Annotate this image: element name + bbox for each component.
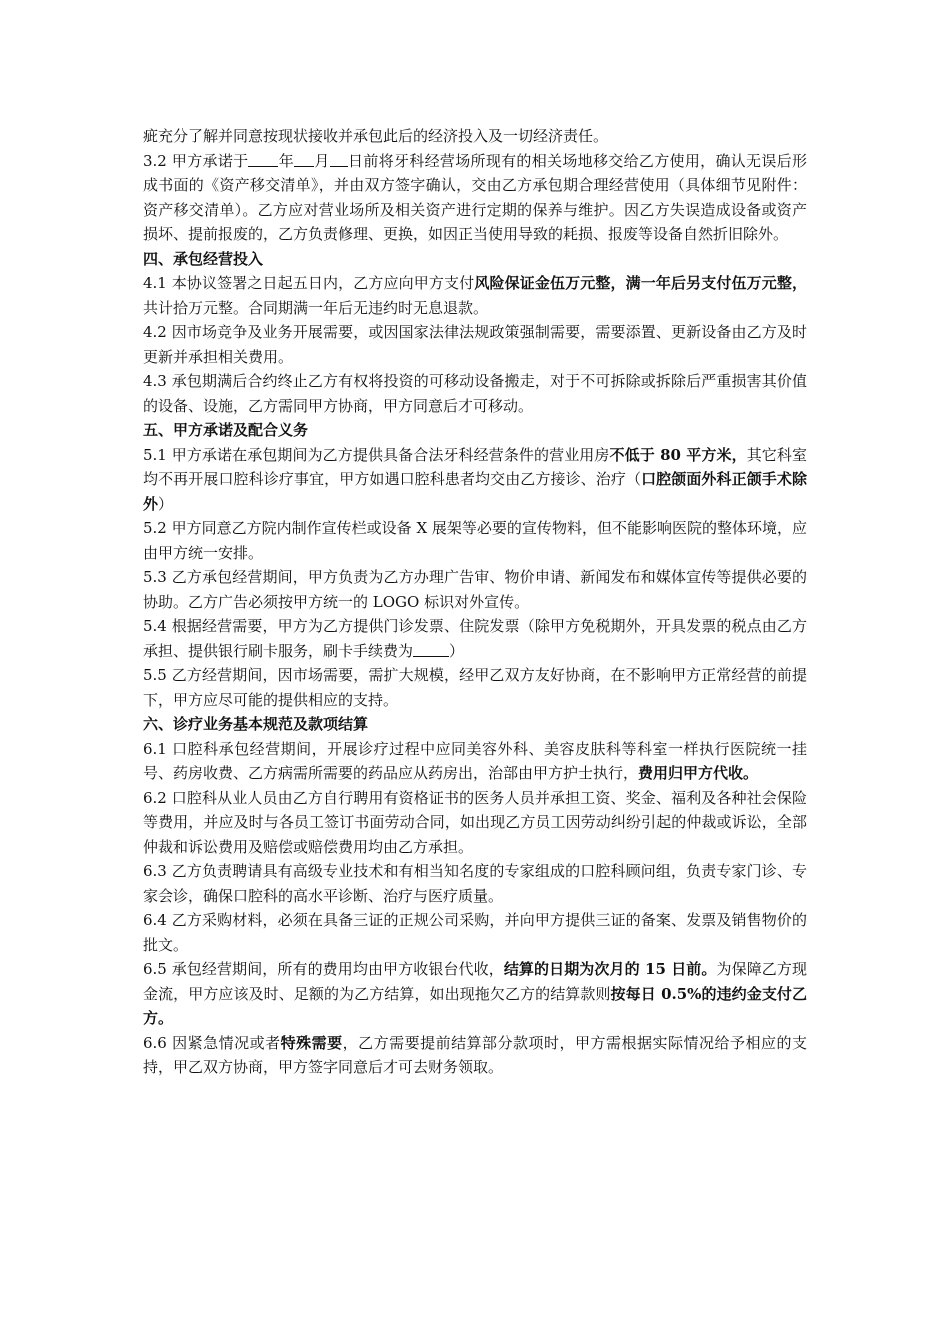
paragraph-3-1-continued: 疵充分了解并同意按现状接收并承包此后的经济投入及一切经济责任。 [143,127,609,145]
bold-penalty: 按每日 0.5%的违约金支付乙方。 [143,984,807,1027]
blank-year [248,152,278,167]
paragraph-6-2: 6.2 口腔科从业人员由乙方自行聘用有资格证书的医务人员并承担工资、奖金、福利及各种社会保险等费用，并应及时与各员工签订书面劳动合同，如出现乙方员工因劳动纠纷引起的仲裁或诉讼，全部仲裁和诉讼费用及赔偿或赔偿费用均由乙方承担。 [143,788,807,856]
blank-day [330,152,348,167]
paragraph-5-3: 5.3 乙方承包经营期间，甲方负责为乙方办理广告审、物价申请、新闻发布和媒体宣传等提供必要的协助。乙方广告必须按甲方统一的 LOGO 标识对外宣传。 [143,568,807,611]
bold-settlement-date: 结算的日期为次月的 15 日前。 [503,960,717,978]
bold-exception: 口腔颌面外科正颌手术除外 [143,470,807,513]
bold-special-need: 特殊需要 [280,1033,343,1052]
paragraph-4-1: 4.1 本协议签署之日起五日内，乙方应向甲方支付风险保证金伍万元整，满一年后另支付伍万元整，共计拾万元整。合同期满一年后无违约时无息退款。 [143,274,807,317]
paragraph-6-3: 6.3 乙方负责聘请具有高级专业技术和有相当知名度的专家组成的口腔科顾问组，负责专家门诊、专家会诊，确保口腔科的高水平诊断、治疗与医疗质量。 [143,862,807,905]
bold-area: 不低于 80 平方米， [609,445,747,464]
paragraph-5-1: 5.1 甲方承诺在承包期间为乙方提供具备合法牙科经营条件的营业用房不低于 80 平方米，其它科室均不再开展口腔科诊疗事宜，甲方如遇口腔科患者均交由乙方接诊、治疗（口腔颌面外科正颌手术除外） [143,445,807,513]
paragraph-5-2: 5.2 甲方同意乙方院内制作宣传栏或设备 X 展架等必要的宣传物料，但不能影响医院的整体环境，应由甲方统一安排。 [143,519,807,562]
paragraph-5-4: 5.4 根据经营需要，甲方为乙方提供门诊发票、住院发票（除甲方免税期外，开具发票的税点由乙方承担、提供银行刷卡服务，刷卡手续费为 ） [143,617,807,660]
paragraph-4-2: 4.2 因市场竞争及业务开展需要，或因国家法律法规政策强制需要，需要添置、更新设备由乙方及时更新并承担相关费用。 [143,323,807,366]
paragraph-4-3: 4.3 承包期满后合约终止乙方有权将投资的可移动设备搬走，对于不可拆除或拆除后严重损害其价值的设备、设施，乙方需同甲方协商，甲方同意后才可移动。 [143,372,807,415]
paragraph-3-2: 3.2 甲方承诺于 年 月 日前将牙科经营场所现有的相关场地移交给乙方使用，确认无误后形成书面的《资产移交清单》，并由双方签字确认，交由乙方承包期合理经营使用（具体细节见附件：资产移交清单）。乙方应对营业场所及相关资产进行定期的保养与维护。因乙方失误造成设备或资产损坏、提前报废的，乙方负责修理、更换，如因正当使用导致的耗损、报废等设备自然折旧除外。 [143,151,807,243]
bold-deposit: 风险保证金伍万元整，满一年后另支付伍万元整， [474,274,807,292]
section-4-heading: 四、承包经营投入 [143,249,264,268]
paragraph-6-1: 6.1 口腔科承包经营期间，开展诊疗过程中应同美容外科、美容皮肤科等科室一样执行医院统一挂号、药房收费、乙方病需所需要的药品应从药房出，治部由甲方护士执行，费用归甲方代收。 [143,739,807,782]
paragraph-6-5: 6.5 承包经营期间，所有的费用均由甲方收银台代收，结算的日期为次月的 15 日前。为保障乙方现金流，甲方应该及时、足额的为乙方结算，如出现拖欠乙方的结算款则按每日 0.5%的违约金支付乙方。 [143,960,807,1027]
paragraph-5-5: 5.5 乙方经营期间，因市场需要，需扩大规模，经甲乙双方友好协商，在不影响甲方正常经营的前提下，甲方应尽可能的提供相应的支持。 [143,666,807,709]
blank-month [294,152,314,167]
bold-fee-collection: 费用归甲方代收。 [638,764,759,782]
section-6-heading: 六、诊疗业务基本规范及款项结算 [143,715,369,733]
paragraph-6-4: 6.4 乙方采购材料，必须在具备三证的正规公司采购，并向甲方提供三证的备案、发票及销售物价的批文。 [143,911,807,954]
paragraph-6-6: 6.6 因紧急情况或者特殊需要，乙方需要提前结算部分款项时，甲方需根据实际情况给予相应的支持，甲乙双方协商，甲方签字同意后才可去财务领取。 [143,1033,807,1076]
section-5-heading: 五、甲方承诺及配合义务 [143,421,309,439]
blank-card-fee [413,642,449,657]
document-page [143,124,807,1080]
